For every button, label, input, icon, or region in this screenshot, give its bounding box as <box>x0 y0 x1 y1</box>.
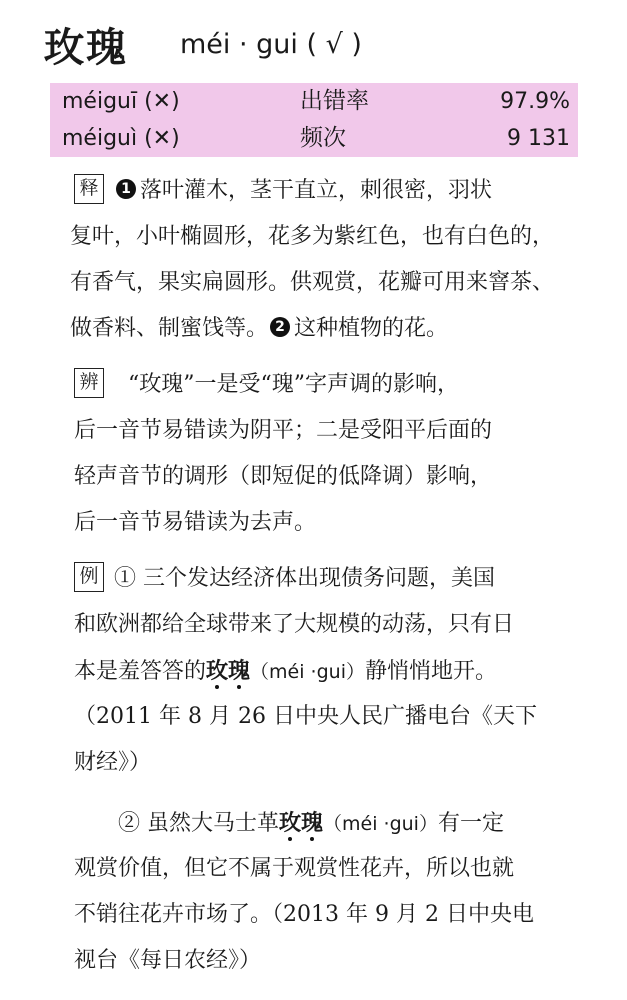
text-line: 有香气，果实扁圆形。供观赏，花瓣可用来窨茶、 <box>70 270 555 295</box>
sense-number-badge: 2 <box>270 317 290 337</box>
example-pinyin: （méi ·gui） <box>250 661 365 683</box>
text-line: 后一音节易错读为去声。 <box>74 510 317 535</box>
highlighted-word-text: 玫瑰 <box>279 810 324 836</box>
distinction-text: “玫瑰”一是受“瑰”字声调的影响， <box>128 372 459 397</box>
text-line <box>74 362 584 408</box>
wrong-reading: méiguī (✕) <box>62 89 180 114</box>
source-line: （2011 年 8 月 26 日中央人民广播电台《天下 <box>74 704 537 729</box>
example-text: ② 虽然大马士革 <box>118 811 279 836</box>
text-line: 不销往花卉市场了。（2013 年 9 月 2 日中央电 <box>74 902 534 927</box>
highlighted-word <box>279 810 323 836</box>
text-line <box>70 306 584 352</box>
example-text: 静悄悄地开。 <box>364 659 497 684</box>
emphasis-dot <box>237 685 241 689</box>
example-text: ① 三个发达经济体出现债务问题，美国 <box>114 566 495 591</box>
entry-word: 玫瑰 <box>44 23 128 71</box>
text-line <box>74 556 584 602</box>
example-tag: 例 <box>74 562 104 592</box>
highlighted-word-text: 玫瑰 <box>206 658 251 684</box>
text-line: 和欧洲都给全球带来了大规模的动荡，只有日 <box>74 612 515 637</box>
error-stats-box <box>50 83 578 157</box>
text-line: 轻声音节的调形（即短促的低降调）影响， <box>74 464 493 489</box>
distinction-section <box>74 362 584 546</box>
stat-value: 97.9% <box>500 89 570 114</box>
sense-number-badge: 1 <box>116 179 136 199</box>
example-text: 本是羞答答的 <box>74 659 207 684</box>
example-text: 有一定 <box>437 811 504 836</box>
error-row <box>50 120 578 157</box>
wrong-reading: méiguì (✕) <box>62 126 180 151</box>
source-line: 视台《每日农经》） <box>74 948 262 973</box>
example-pinyin: （méi ·gui） <box>323 813 438 835</box>
stat-label: 频次 <box>300 125 346 151</box>
text-line <box>74 168 584 214</box>
definition-text: 这种植物的花。 <box>294 316 449 341</box>
stat-value: 9 131 <box>507 126 570 151</box>
highlighted-word <box>206 658 250 684</box>
definition-text: 做香料、制蜜饯等。 <box>70 316 269 341</box>
text-line: 复叶，小叶椭圆形，花多为紫红色，也有白色的， <box>70 224 555 249</box>
definition-text: 落叶灌木，茎干直立，刺很密，羽状 <box>140 178 493 203</box>
emphasis-dot <box>310 837 314 841</box>
text-line: 后一音节易错读为阴平；二是受阳平后面的 <box>74 418 493 443</box>
text-line <box>74 800 584 846</box>
entry-header <box>44 14 362 74</box>
text-line <box>74 648 584 694</box>
example-section <box>74 556 584 984</box>
distinction-tag: 辨 <box>74 368 104 398</box>
definition-section <box>70 168 584 352</box>
source-line: 财经》） <box>74 750 152 775</box>
emphasis-dot <box>288 837 292 841</box>
definition-tag: 释 <box>74 174 104 204</box>
error-row <box>50 83 578 120</box>
text-line: 观赏价值，但它不属于观赏性花卉，所以也就 <box>74 856 515 881</box>
entry-pinyin: méi · gui ( √ ) <box>180 28 362 60</box>
stat-label: 出错率 <box>300 88 369 114</box>
emphasis-dot <box>215 685 219 689</box>
